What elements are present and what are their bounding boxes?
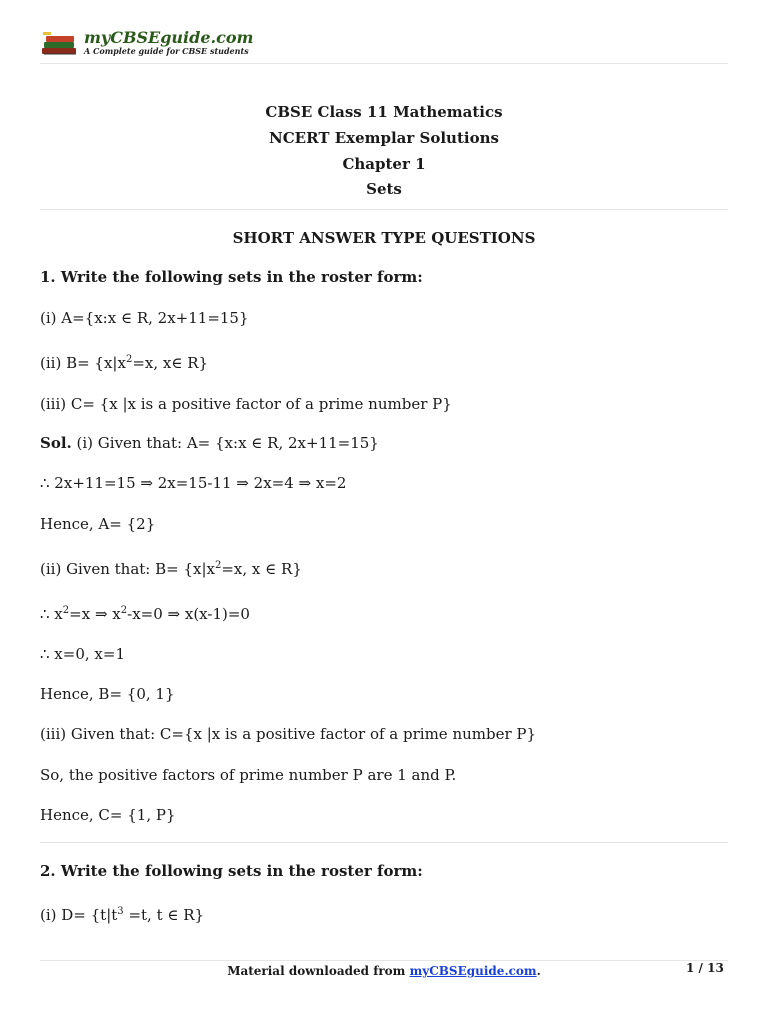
solution-1-result-c: Hence, C= {1, P} — [40, 806, 176, 824]
footer — [0, 964, 768, 978]
question-divider — [40, 842, 728, 843]
question-2-heading: 2. Write the following sets in the roster form: — [40, 862, 423, 880]
solution-1-part-ii: (ii) Given that: $B= \{x|x^2=x$, x ∈ R} — [40, 560, 302, 578]
section-heading: SHORT ANSWER TYPE QUESTIONS — [232, 229, 536, 247]
solution-1-step-4: So, the positive factors of prime number P are 1 and P. — [40, 766, 457, 784]
footer-link[interactable]: myCBSEguide.com — [409, 964, 537, 978]
footer-text: Material downloaded from — [227, 964, 410, 978]
solution-1-part-iii: (iii) Given that: C={x |x is a positive factor of a prime number P} — [40, 725, 537, 743]
title-line-2: NCERT Exemplar Solutions — [269, 129, 499, 147]
solution-1-step-1: ∴ 2x+11=15 ⇒ 2x=15-11 ⇒ 2x=4 ⇒ x=2 — [40, 474, 347, 492]
solution-1-intro: Sol. (i) Given that: A= {x:x ∈ R, 2x+11=15} — [40, 434, 379, 452]
site-logo[interactable] — [40, 28, 270, 60]
title-line-1: CBSE Class 11 Mathematics — [265, 103, 503, 121]
title-line-4: Sets — [366, 180, 402, 198]
title-divider — [40, 209, 728, 210]
question-1-heading: 1. Write the following sets in the roster form: — [40, 268, 423, 286]
solution-1-result-b: Hence, B= {0, 1} — [40, 685, 175, 703]
header-divider — [40, 63, 728, 64]
question-1-part-i: (i) A={x:x ∈ R, 2x+11=15} — [40, 309, 249, 327]
title-line-3: Chapter 1 — [342, 155, 426, 173]
logo-title: myCBSEguide.com — [84, 28, 254, 47]
page-number: 1 / 13 — [686, 961, 724, 975]
question-1-part-iii: (iii) C= {x |x is a positive factor of a prime number P} — [40, 395, 452, 413]
solution-1-result-a: Hence, A= {2} — [40, 515, 156, 533]
question-1-part-ii: (ii) $B= \{x|x^2=x$, x∈ R} — [40, 354, 209, 372]
footer-period: . — [536, 964, 541, 978]
logo-subtitle: A Complete guide for CBSE students — [84, 46, 249, 56]
solution-1-step-3: ∴ x=0, x=1 — [40, 645, 125, 663]
books-logo-icon — [40, 28, 82, 58]
solution-1-step-2: ∴ $x^2=x$ ⇒ $x^2-x=0$ ⇒ x(x-1)=0 — [40, 605, 250, 623]
footer-divider — [40, 960, 728, 961]
question-2-part-i: (i) $D= \{t|t^3 =t$, t ∈ R} — [40, 906, 205, 924]
